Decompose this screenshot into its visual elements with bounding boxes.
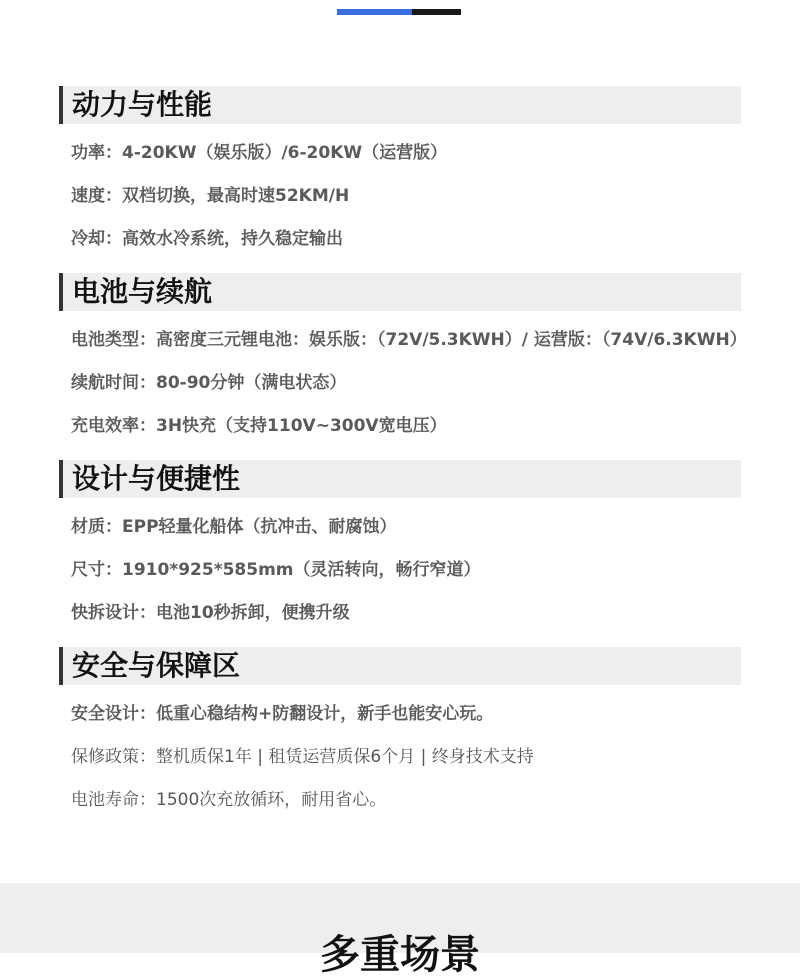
section-safety-warranty [59, 647, 800, 810]
section-title: 设计与便捷性 [72, 462, 241, 495]
spec-item-speed: 速度：双档切换，最高时速52KM/H [71, 186, 350, 206]
spec-item-battery-life: 电池寿命：1500次充放循环，耐用省心。 [71, 790, 387, 810]
spec-item-safety: 安全设计：低重心稳结构+防翻设计，新手也能安心玩。 [71, 704, 494, 724]
section-header [59, 86, 741, 124]
section-header [59, 273, 741, 311]
footer-title: 多重场景 [320, 932, 480, 978]
section-power-performance [59, 86, 800, 249]
spec-item-power: 功率：4-20KW（娱乐版）/6-20KW（运营版） [71, 143, 448, 163]
spec-item-battery-type: 电池类型：高密度三元锂电池：娱乐版：（72V/5.3KWH）/ 运营版：（74V/6.3KWH） [71, 330, 747, 350]
spec-item-warranty: 保修政策：整机质保1年 | 租赁运营质保6个月 | 终身技术支持 [71, 747, 534, 767]
accent-bar-black [412, 9, 461, 15]
accent-bar-blue [337, 9, 412, 15]
spec-item-charging: 充电效率：3H快充（支持110V~300V宽电压） [71, 416, 447, 436]
section-header [59, 647, 741, 685]
section-design-convenience [59, 460, 800, 623]
section-title: 电池与续航 [72, 275, 213, 308]
spec-item-dimensions: 尺寸：1910*925*585mm（灵活转向，畅行窄道） [71, 560, 481, 580]
footer-band [0, 883, 800, 978]
spec-item-runtime: 续航时间：80-90分钟（满电状态） [71, 373, 347, 393]
spec-item-quick-release: 快拆设计：电池10秒拆卸，便携升级 [71, 603, 350, 623]
spec-item-cooling: 冷却：高效水冷系统，持久稳定输出 [71, 229, 343, 249]
top-accent-bar [337, 9, 461, 15]
section-header [59, 460, 741, 498]
spec-item-material: 材质：EPP轻量化船体（抗冲击、耐腐蚀） [71, 517, 397, 537]
section-title: 安全与保障区 [72, 649, 241, 682]
section-battery-endurance [59, 273, 800, 436]
section-title: 动力与性能 [72, 88, 213, 121]
